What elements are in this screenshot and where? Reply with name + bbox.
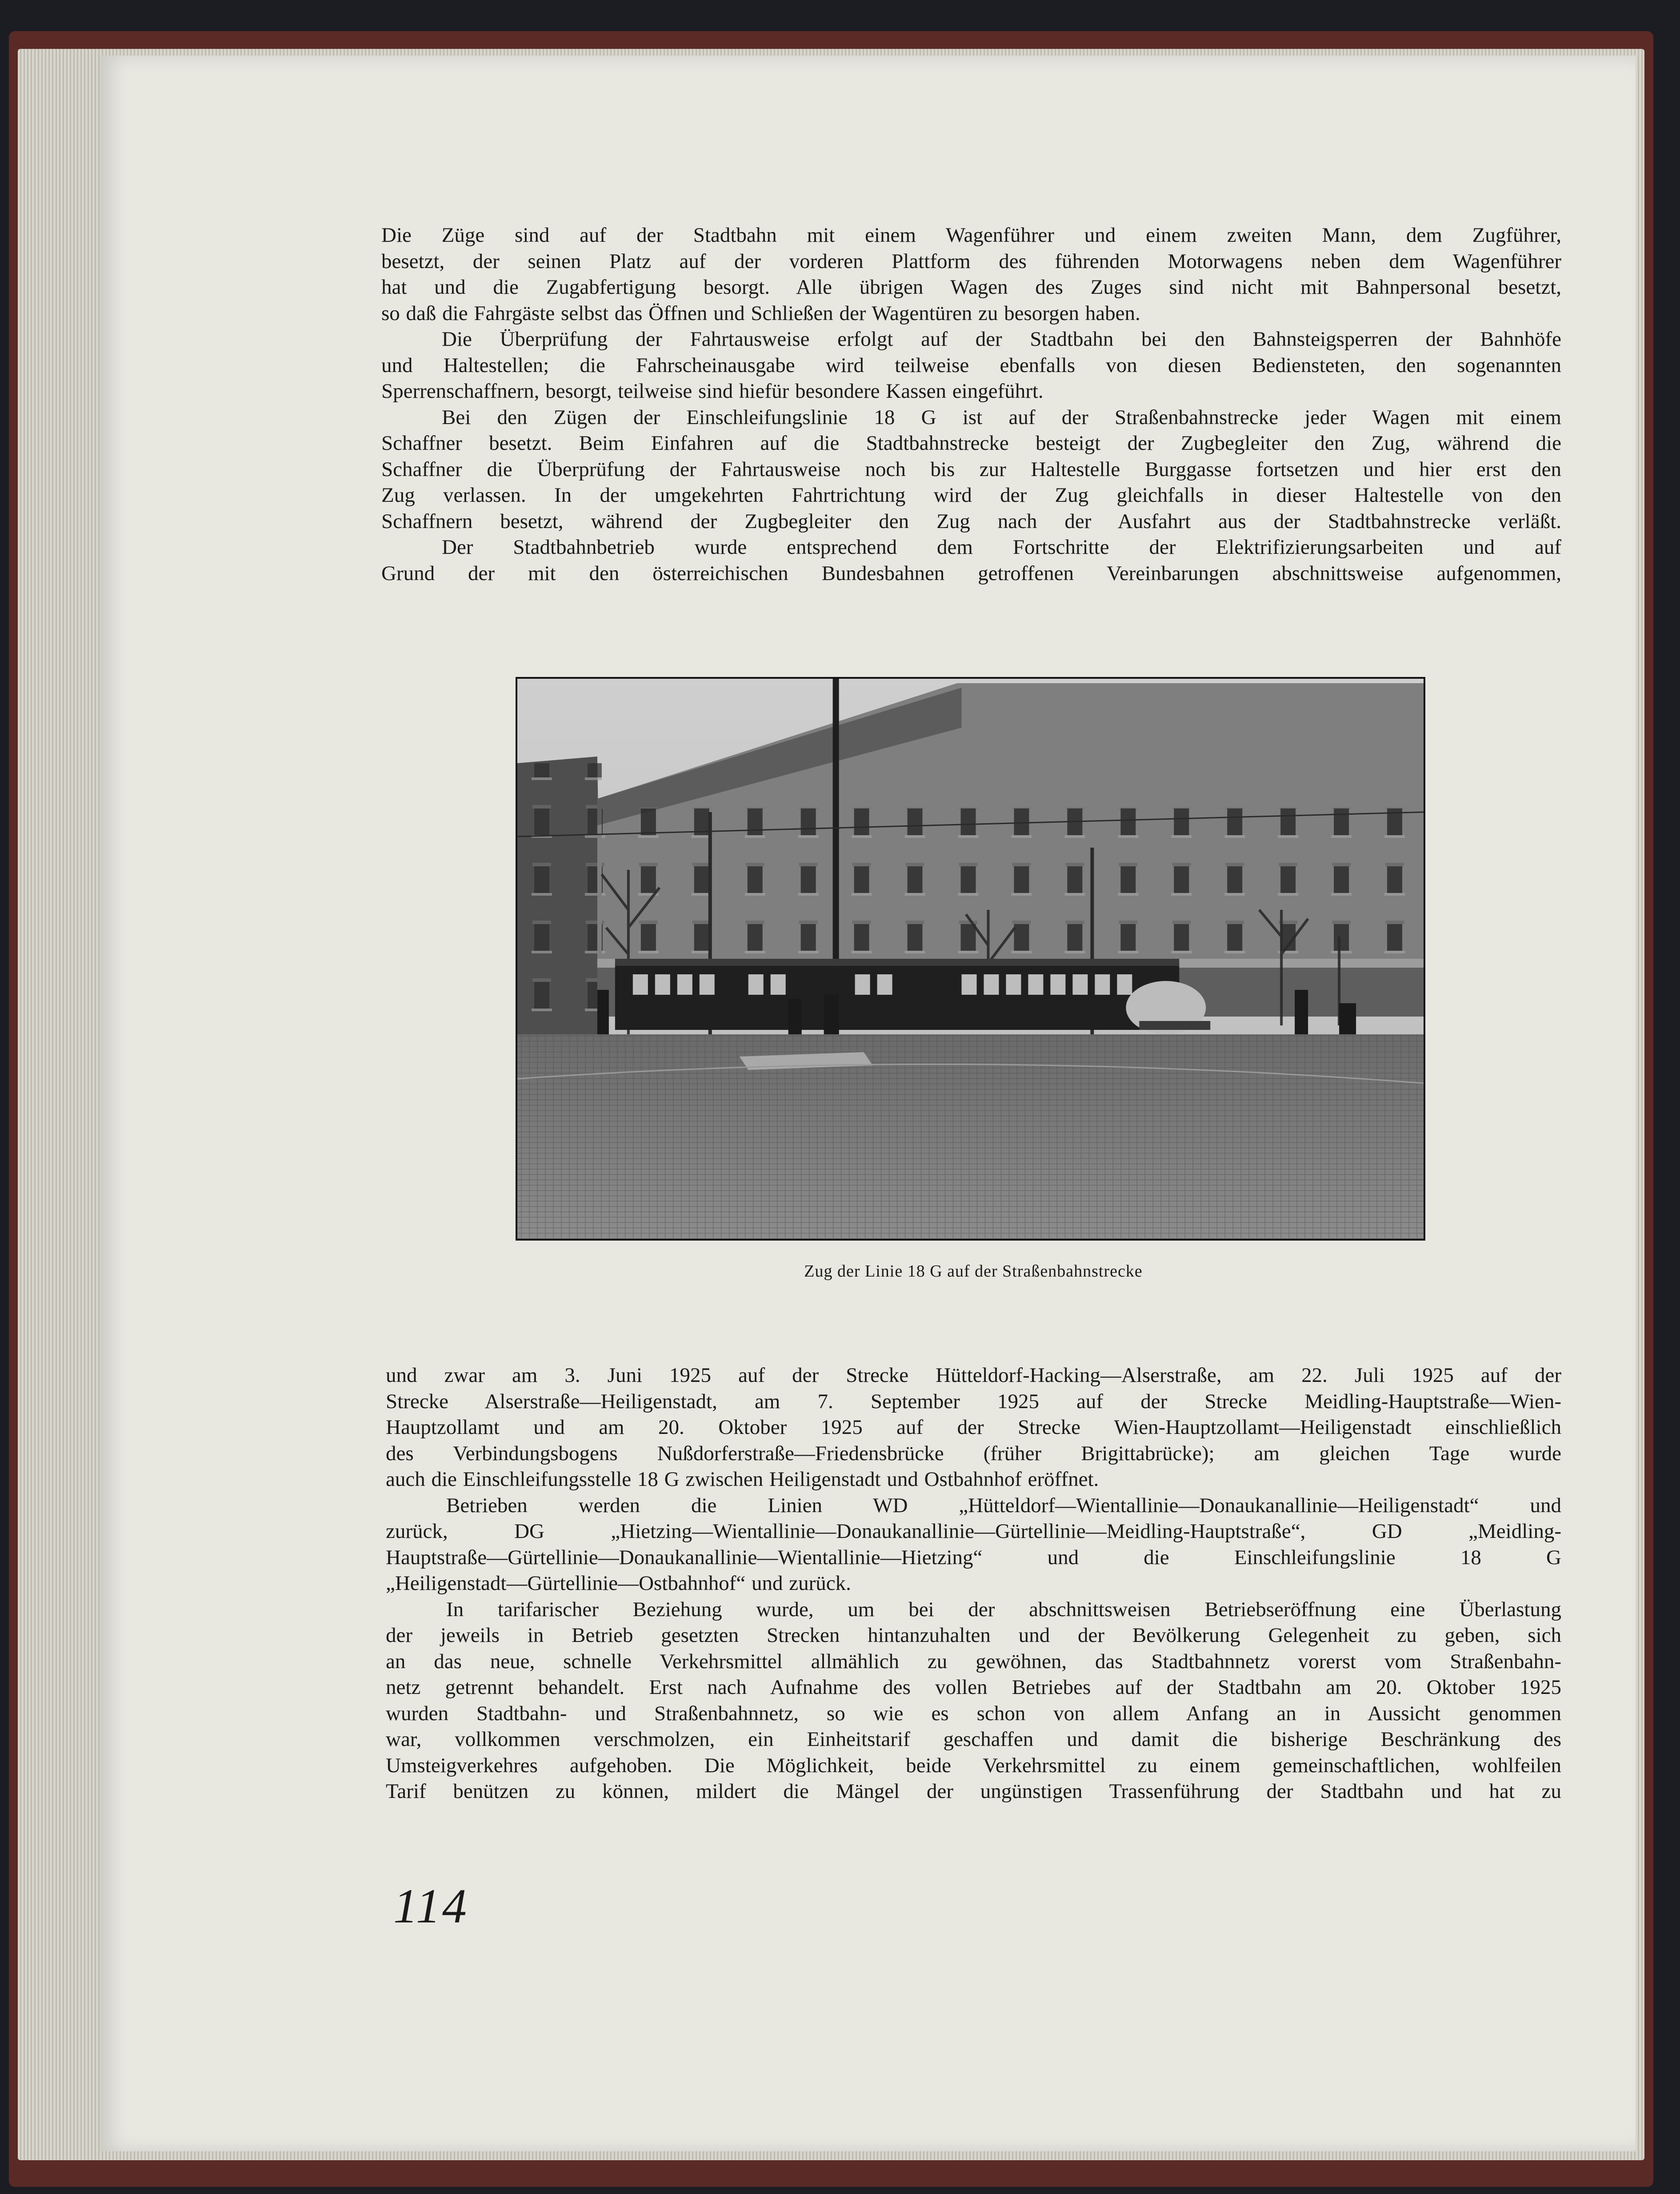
text-line: und Haltestellen; die Fahrscheinausgabe wird teilweise ebenfalls von diesen Bediensteten, den sogenannten bbox=[381, 353, 1561, 377]
text-line: Bei den Zügen der Einschleifungslinie 18 G ist auf der Straßenbahnstrecke jeder Wagen mit einem bbox=[442, 405, 1561, 429]
text-line: des Verbindungsbogens Nußdorferstraße—Friedensbrücke (früher Brigittabrücke); am gleichen Tage wurde bbox=[386, 1441, 1561, 1465]
text-line: besetzt, der seinen Platz auf der vorderen Plattform des führenden Motorwagens neben dem Wagenführer bbox=[381, 249, 1561, 273]
text-line: Betrieben werden die Linien WD „Hütteldorf—Wientallinie—Donaukanallinie—Heiligenstadt“ und bbox=[446, 1493, 1561, 1517]
text-line: Die Züge sind auf der Stadtbahn mit einem Wagenführer und einem zweiten Mann, dem Zugführer, bbox=[381, 224, 1561, 247]
text-line: auch die Einschleifungsstelle 18 G zwischen Heiligenstadt und Ostbahnhof eröffnet. bbox=[386, 1468, 1099, 1491]
text-line: wurden Stadtbahn- und Straßenbahnnetz, so wie es schon von allem Anfang an in Aussicht genommen bbox=[386, 1702, 1561, 1725]
text-line: „Heiligenstadt—Gürtellinie—Ostbahnhof“ und zurück. bbox=[386, 1572, 851, 1595]
text-line: Grund der mit den österreichischen Bundesbahnen getroffenen Vereinbarungen abschnittsweise aufgenommen, bbox=[381, 561, 1561, 585]
text-line: hat und die Zugabfertigung besorgt. Alle übrigen Wagen des Zuges sind nicht mit Bahnpersonal besetzt, bbox=[381, 276, 1561, 299]
text-line: Der Stadtbahnbetrieb wurde entsprechend dem Fortschritte der Elektrifizierungsarbeiten und auf bbox=[442, 536, 1561, 559]
text-line: an das neue, schnelle Verkehrsmittel allmählich zu gewöhnen, das Stadtbahnnetz vorerst vom Straßenbahn- bbox=[386, 1650, 1561, 1673]
text-line: Umsteigverkehres aufgehoben. Die Möglichkeit, beide Verkehrsmittel zu einem gemeinschaftlichen, wohlfeilen bbox=[386, 1754, 1561, 1777]
text-line: zurück, DG „Hietzing—Wientallinie—Donaukanallinie—Gürtellinie—Meidling-Hauptstraße“, GD „Meidling- bbox=[386, 1520, 1561, 1543]
text-line: Strecke Alserstraße—Heiligenstadt, am 7. September 1925 auf der Strecke Meidling-Hauptstraße—Wien- bbox=[386, 1389, 1561, 1413]
photo-caption: Zug der Linie 18 G auf der Straßenbahnstrecke bbox=[804, 1262, 1143, 1281]
text-line: Zug verlassen. In der umgekehrten Fahrtrichtung wird der Zug gleichfalls in dieser Haltestelle von den bbox=[381, 484, 1561, 507]
text-line: Hauptzollamt und am 20. Oktober 1925 auf der Strecke Wien-Hauptzollamt—Heiligenstadt einschließlich bbox=[386, 1416, 1561, 1439]
text-line: Schaffnern besetzt, während der Zugbegleiter den Zug nach der Ausfahrt aus der Stadtbahnstrecke verläßt. bbox=[381, 509, 1561, 533]
text-block-top bbox=[381, 222, 1561, 586]
text-line: so daß die Fahrgäste selbst das Öffnen und Schließen der Wagentüren zu besorgen haben. bbox=[381, 301, 1140, 325]
tram-photograph bbox=[516, 677, 1425, 1241]
text-line: Die Überprüfung der Fahrtausweise erfolgt auf der Stadtbahn bei den Bahnsteigsperren der Bahnhöfe bbox=[442, 328, 1561, 351]
text-line: war, vollkommen verschmolzen, ein Einheitstarif geschaffen und damit die bisherige Beschränkung des bbox=[386, 1728, 1561, 1751]
text-line: Hauptstraße—Gürtellinie—Donaukanallinie—Wientallinie—Hietzing“ und die Einschleifungslinie 18 G bbox=[386, 1545, 1561, 1569]
text-line: Sperrenschaffnern, besorgt, teilweise sind hiefür besondere Kassen eingeführt. bbox=[381, 380, 1044, 403]
text-block-bottom bbox=[386, 1362, 1561, 1805]
text-line: Schaffner besetzt. Beim Einfahren auf die Stadtbahnstrecke besteigt der Zugbegleiter den Zug, während die bbox=[381, 432, 1561, 455]
text-line: In tarifarischer Beziehung wurde, um bei der abschnittsweisen Betriebseröffnung eine Überlastung bbox=[446, 1597, 1561, 1621]
page-number: 114 bbox=[393, 1879, 468, 1933]
text-line: der jeweils in Betrieb gesetzten Strecken hintanzuhalten und der Bevölkerung Gelegenheit zu geben, sich bbox=[386, 1624, 1561, 1647]
text-line: Tarif benützen zu können, mildert die Mängel der ungünstigen Trassenführung der Stadtbahn und hat zu bbox=[386, 1780, 1561, 1803]
text-line: netz getrennt behandelt. Erst nach Aufnahme des vollen Betriebes auf der Stadtbahn am 20. Oktober 1925 bbox=[386, 1676, 1561, 1699]
text-line: und zwar am 3. Juni 1925 auf der Strecke Hütteldorf-Hacking—Alserstraße, am 22. Juli 1925 auf der bbox=[386, 1364, 1561, 1387]
text-line: Schaffner die Überprüfung der Fahrtausweise noch bis zur Haltestelle Burggasse fortsetzen und hier erst den bbox=[381, 457, 1561, 481]
